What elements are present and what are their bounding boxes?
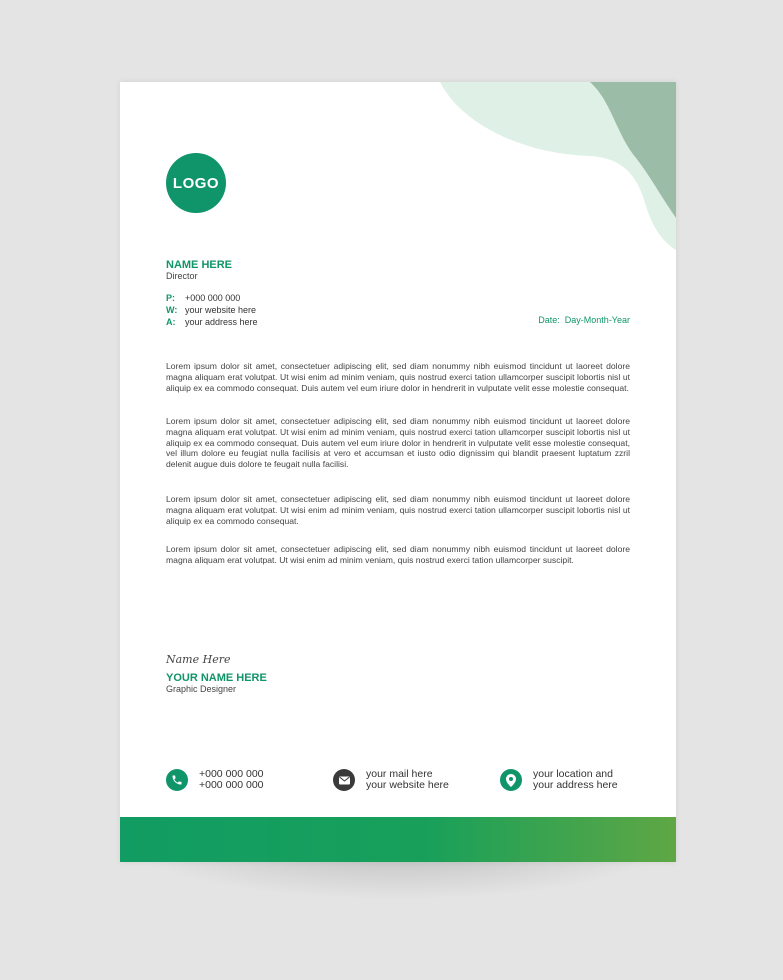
footer-mail-line2: your website here — [366, 779, 449, 791]
phone-icon — [166, 769, 188, 791]
contact-phone-key: P: — [166, 293, 175, 303]
footer-mail-line1: your mail here — [366, 768, 433, 780]
contact-phone-value: +000 000 000 — [185, 293, 241, 303]
body-paragraph-2: Lorem ipsum dolor sit amet, consectetuer adipiscing elit, sed diam nonummy nibh euismod tincidunt ut laoreet dolore magna aliquam erat volutpat. Ut wisi enim ad minim veniam, quis nostrud exerci tation ullamcorper suscipit lobortis nisl ut aliquip ex ea commodo consequat. Duis autem vel eum iriure dolor in hendrerit in vulputate velit esse molestie consequat, vel illum dolore eu feugiat nulla facilisis at vero et accumsan et iusto odio dignissim qui blandit praesent luptatum zzril delenit augue duis dolore te feugait nulla facilisi. — [166, 416, 630, 470]
letterhead-page — [120, 82, 676, 862]
footer-location-line1: your location and — [533, 768, 613, 780]
contact-website-key: W: — [166, 305, 178, 315]
signature-script — [166, 650, 252, 668]
corner-wave-decoration — [440, 82, 676, 252]
footer-location-line2: your address here — [533, 779, 618, 791]
footer-phone — [166, 769, 264, 791]
date-value: Day-Month-Year — [564, 315, 630, 325]
bottom-gradient-bar — [120, 817, 676, 862]
header-name: NAME HERE — [166, 259, 233, 271]
contact-website — [166, 305, 256, 315]
date-label: Date: — [538, 315, 560, 325]
contact-address — [166, 317, 258, 327]
body-paragraph-1: Lorem ipsum dolor sit amet, consectetuer adipiscing elit, sed diam nonummy nibh euismod tincidunt ut laoreet dolore magna aliquam erat volutpat. Ut wisi enim ad minim veniam, quis nostrud exerci tation ullamcorper suscipit lobortis nisl ut aliquip ex ea commodo consequat. Duis autem vel eum iriure dolor in hendrerit in vulputate velit esse molestie consequat. — [166, 361, 630, 393]
contact-phone — [166, 293, 240, 303]
contact-address-key: A: — [166, 317, 176, 327]
footer-location — [500, 769, 618, 791]
contact-address-value: your address here — [185, 317, 258, 327]
signature-title: Graphic Designer — [166, 684, 237, 694]
contact-website-value: your website here — [185, 305, 257, 315]
footer-phone-line2: +000 000 000 — [199, 779, 264, 791]
signature-name: YOUR NAME HERE — [166, 672, 267, 684]
date — [538, 315, 630, 325]
mail-icon — [333, 769, 355, 791]
header-role: Director — [166, 271, 198, 281]
footer-phone-line1: +000 000 000 — [199, 768, 264, 780]
logo: LOGO — [166, 153, 226, 213]
location-pin-icon — [500, 769, 522, 791]
body-paragraph-4: Lorem ipsum dolor sit amet, consectetuer adipiscing elit, sed diam nonummy nibh euismod tincidunt ut laoreet dolore magna aliquam erat volutpat. Ut wisi enim ad minim veniam, quis nostrud exerci tation ullamcorper suscipit. — [166, 544, 630, 565]
footer-mail — [333, 769, 449, 791]
signature-script-text: Name Here — [166, 653, 231, 666]
body-paragraph-3: Lorem ipsum dolor sit amet, consectetuer adipiscing elit, sed diam nonummy nibh euismod tincidunt ut laoreet dolore magna aliquam erat volutpat. Ut wisi enim ad minim veniam, quis nostrud exerci tation ullamcorper suscipit lobortis nisl ut aliquip ex ea commodo consequat. — [166, 494, 630, 526]
